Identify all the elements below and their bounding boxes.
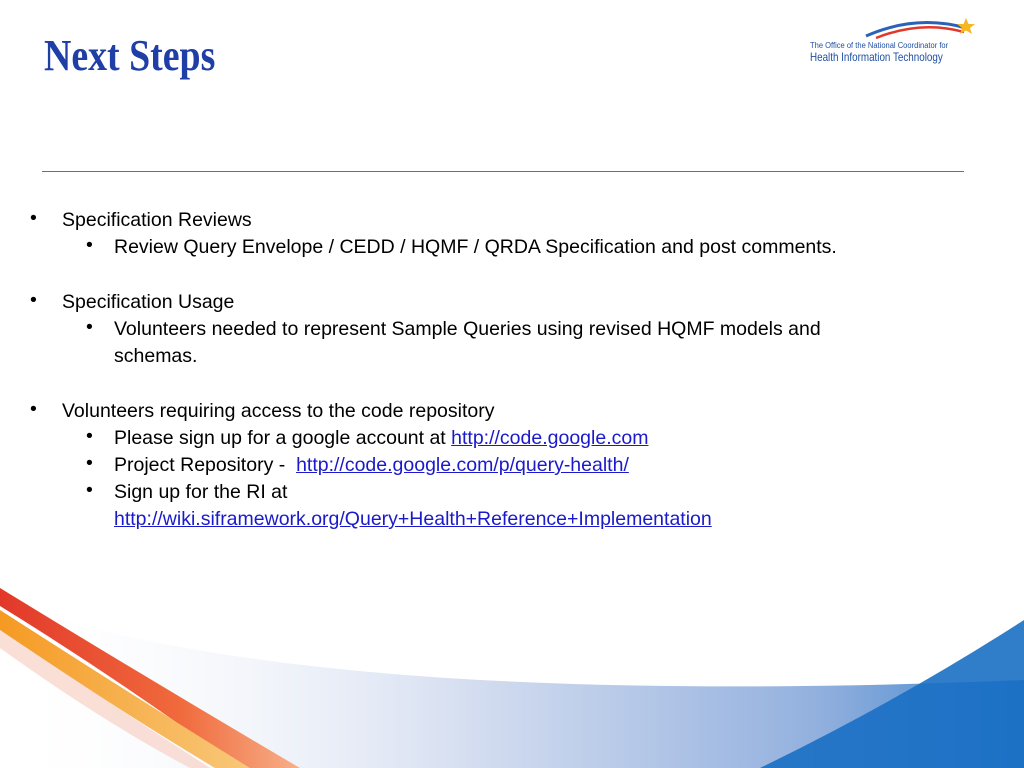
logo-line-2: Health Information Technology xyxy=(810,50,943,64)
sub-bullet: • xyxy=(86,316,93,338)
project-repository-link[interactable]: http://code.google.com/p/query-health/ xyxy=(296,454,629,476)
title-divider xyxy=(42,171,964,172)
google-account-link[interactable]: http://code.google.com xyxy=(451,427,649,449)
list-item-continued: schemas. xyxy=(114,345,198,367)
list-item xyxy=(114,425,648,452)
list-item: Volunteers needed to represent Sample Queries using revised HQMF models and xyxy=(114,318,821,340)
decorative-swoosh xyxy=(0,560,1024,768)
sub-bullet: • xyxy=(86,234,93,256)
section-heading-code-repo: Volunteers requiring access to the code repository xyxy=(62,400,495,422)
onc-logo xyxy=(806,16,976,68)
sub-bullet: • xyxy=(86,452,93,474)
ri-signup-link[interactable]: http://wiki.siframework.org/Query+Health+Reference+Implementation xyxy=(114,508,712,530)
list-item-text: Please sign up for a google account at xyxy=(114,427,452,449)
list-item-text: Project Repository - xyxy=(114,454,297,476)
bullet: • xyxy=(30,289,37,311)
list-item: Review Query Envelope / CEDD / HQMF / QRDA Specification and post comments. xyxy=(114,236,837,258)
slide-title: Next Steps xyxy=(44,31,216,80)
list-item: Sign up for the RI at xyxy=(114,481,288,503)
section-heading-spec-usage: Specification Usage xyxy=(62,291,235,313)
logo-line-1: The Office of the National Coordinator for xyxy=(810,40,949,50)
bullet: • xyxy=(30,398,37,420)
bullet: • xyxy=(30,207,37,229)
section-heading-spec-reviews: Specification Reviews xyxy=(62,209,252,231)
sub-bullet: • xyxy=(86,425,93,447)
list-item-continued xyxy=(114,506,712,533)
list-item xyxy=(114,452,629,479)
sub-bullet: • xyxy=(86,479,93,501)
